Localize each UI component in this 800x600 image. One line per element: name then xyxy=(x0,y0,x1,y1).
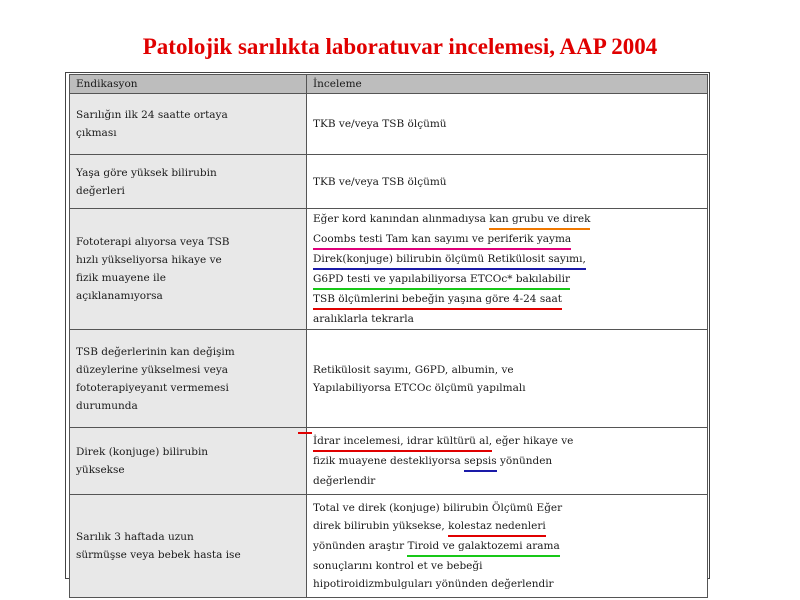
examination-line: değerlendir xyxy=(313,475,376,487)
indication-line: Yaşa göre yüksek bilirubin xyxy=(76,166,217,179)
examination-line xyxy=(313,230,701,250)
highlighted-text: sepsis xyxy=(464,454,496,472)
examination-line xyxy=(313,517,701,537)
table-row xyxy=(70,209,708,330)
examination-line: Total ve direk (konjuge) bilirubin Ölçümü Eğer xyxy=(313,502,563,514)
examination-line xyxy=(313,432,701,452)
indication-line: TSB değerlerinin kan değişim xyxy=(76,345,235,358)
indication-line: fototerapiyeyanıt vermemesi xyxy=(76,381,229,394)
examination-line xyxy=(313,290,701,310)
header-examination: İnceleme xyxy=(307,75,708,94)
examination-cell xyxy=(307,94,708,155)
indication-line: Direk (konjuge) bilirubin xyxy=(76,446,209,458)
examination-text: direk bilirubin yüksekse, xyxy=(313,520,449,532)
indication-line: yüksekse xyxy=(76,464,125,476)
examination-text: yönünden xyxy=(496,455,553,467)
examination-text: yönünden araştır xyxy=(313,540,408,552)
table-row xyxy=(70,428,708,495)
examination-cell xyxy=(307,155,708,209)
table-header-row xyxy=(70,75,708,94)
indication-line: açıklanamıyorsa xyxy=(76,290,163,302)
examination-line: TKB ve/veya TSB ölçümü xyxy=(313,118,447,130)
indication-cell xyxy=(70,330,307,428)
examination-line: sonuçlarını kontrol et ve bebeği xyxy=(313,560,483,572)
indication-line: çıkması xyxy=(76,127,117,139)
examination-cell xyxy=(307,428,708,495)
indication-line: Fototerapi alıyorsa veya TSB xyxy=(76,236,230,248)
annotation-underline-mark xyxy=(298,432,312,434)
examination-cell xyxy=(307,209,708,330)
highlighted-text: kolestaz nedenleri xyxy=(448,519,546,537)
examination-line xyxy=(313,452,701,472)
examination-line: Yapılabiliyorsa ETCOc ölçümü yapılmalı xyxy=(313,381,526,394)
examination-line: hipotiroidizmbulguları yönünden değerlendir xyxy=(313,578,554,590)
examination-line xyxy=(313,537,701,557)
examination-line: aralıklarla tekrarla xyxy=(313,313,414,325)
header-indication: Endikasyon xyxy=(70,75,307,94)
indication-cell xyxy=(70,495,307,598)
examination-cell xyxy=(307,330,708,428)
indication-line: Sarılığın ilk 24 saatte ortaya xyxy=(76,109,228,121)
table-row xyxy=(70,94,708,155)
examination-line xyxy=(313,210,701,230)
indication-line: değerleri xyxy=(76,184,125,197)
indication-line: Sarılık 3 haftada uzun xyxy=(76,531,194,543)
lab-investigation-table xyxy=(69,74,708,598)
table-row xyxy=(70,155,708,209)
indication-line: düzeylerine yükselmesi veya xyxy=(76,363,229,376)
indication-cell xyxy=(70,428,307,495)
table-row xyxy=(70,330,708,428)
highlighted-text: Direk(konjuge) bilirubin ölçümü Retikülosit sayımı, xyxy=(313,252,586,270)
page-title: Patolojik sarılıkta laboratuvar incelemesi, AAP 2004 xyxy=(142,34,658,59)
indication-cell xyxy=(70,209,307,330)
highlighted-text: kan grubu ve direk xyxy=(489,212,590,230)
indication-cell xyxy=(70,155,307,209)
examination-text: Eğer kord kanından alınmadıysa xyxy=(313,213,490,225)
highlighted-text: Tiroid ve galaktozemi arama xyxy=(407,539,559,557)
examination-line: Retikülosit sayımı, G6PD, albumin, ve xyxy=(313,363,514,376)
indication-line: durumunda xyxy=(76,399,138,412)
table-row xyxy=(70,495,708,598)
examination-cell xyxy=(307,495,708,598)
examination-text: eğer hikaye ve xyxy=(492,435,574,447)
indication-cell xyxy=(70,94,307,155)
highlighted-text: G6PD testi ve yapılabiliyorsa ETCOc* bakılabilir xyxy=(313,272,570,290)
examination-line: TKB ve/veya TSB ölçümü xyxy=(313,175,447,188)
highlighted-text: TSB ölçümlerini bebeğin yaşına göre 4-24 saat xyxy=(313,292,562,310)
indication-line: sürmüşse veya bebek hasta ise xyxy=(76,549,241,561)
examination-text: fizik muayene destekliyorsa xyxy=(313,455,465,467)
indication-line: fizik muayene ile xyxy=(76,272,166,284)
highlighted-text: Coombs testi Tam kan sayımı ve periferik yayma xyxy=(313,232,571,250)
examination-line xyxy=(313,270,701,290)
examination-line xyxy=(313,250,701,270)
indication-line: hızlı yükseliyorsa hikaye ve xyxy=(76,254,222,266)
highlighted-text: İdrar incelemesi, idrar kültürü al, xyxy=(313,434,492,452)
